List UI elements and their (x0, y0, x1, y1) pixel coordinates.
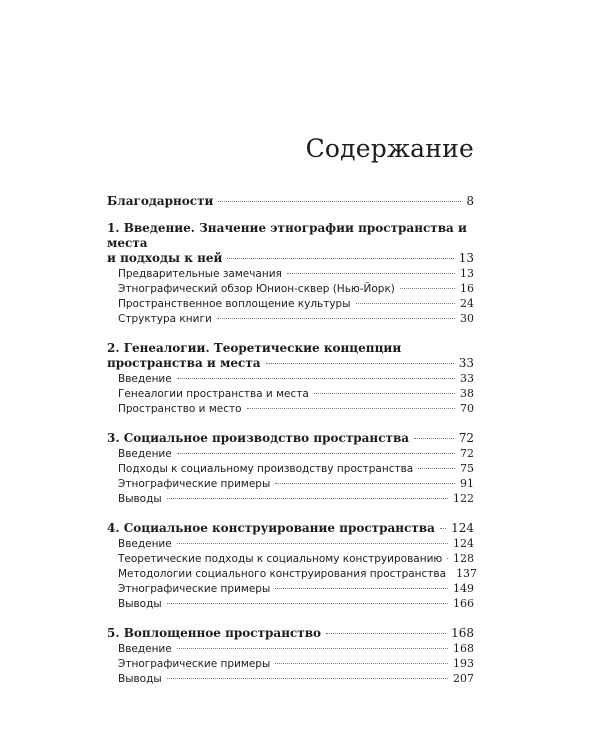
dot-leader (247, 407, 455, 409)
toc-page-number: 33 (458, 356, 474, 370)
toc-section[interactable] (107, 386, 474, 401)
chapter-title: 5. Воплощенное пространство (107, 626, 322, 640)
toc-page-number: 207 (453, 672, 474, 685)
section-title: Методологии социального конструирования пространства (118, 568, 447, 580)
dot-leader (177, 377, 455, 379)
toc-page-number: 168 (453, 642, 474, 655)
section-title: Пространство и место (118, 403, 242, 415)
toc-section[interactable] (107, 401, 474, 416)
toc-page-number: 33 (460, 372, 474, 385)
toc-page-number: 24 (460, 297, 474, 310)
toc-section[interactable] (107, 476, 474, 491)
dot-leader (177, 542, 448, 544)
toc-chapter-2 (107, 341, 474, 416)
chapter-title-line-1[interactable]: 2. Генеалогии. Теоретические концепции (107, 341, 402, 355)
toc-section[interactable] (107, 596, 474, 611)
toc-section[interactable] (107, 581, 474, 596)
section-title: Выводы (118, 493, 162, 505)
chapter-title-line-1[interactable]: 1. Введение. Значение этнографии пространства и места (107, 221, 467, 250)
section-title: Введение (118, 448, 172, 460)
toc-page-number: 72 (458, 431, 474, 445)
section-title: Подходы к социальному производству пространства (118, 463, 414, 475)
toc-section[interactable] (107, 446, 474, 461)
toc-section[interactable] (107, 551, 474, 566)
section-title: Этнографические примеры (118, 583, 271, 595)
dot-leader (227, 257, 453, 259)
toc-section[interactable] (107, 536, 474, 551)
dot-leader (400, 287, 455, 289)
dot-leader (275, 587, 448, 589)
toc-entry[interactable] (107, 356, 474, 371)
toc-entry[interactable] (107, 521, 474, 536)
toc-section[interactable] (107, 491, 474, 506)
toc-page-number: 149 (453, 582, 474, 595)
table-of-contents (107, 194, 478, 701)
toc-section[interactable] (107, 296, 474, 311)
toc-page-number: 122 (453, 492, 474, 505)
dot-leader (440, 527, 446, 529)
toc-page-number: 70 (460, 402, 474, 415)
toc-entry[interactable] (107, 626, 474, 641)
chapter-title: 3. Социальное производство пространства (107, 431, 410, 445)
toc-section[interactable] (107, 461, 474, 476)
toc-chapter-3 (107, 431, 474, 506)
dot-leader (177, 452, 455, 454)
dot-leader (287, 272, 455, 274)
toc-entry-title: Благодарности (107, 194, 214, 208)
section-title: Этнографический обзор Юнион-сквер (Нью-Йорк) (118, 283, 395, 295)
dot-leader (167, 602, 448, 604)
section-title: Введение (118, 643, 172, 655)
section-title: Этнографические примеры (118, 478, 271, 490)
toc-section[interactable] (107, 311, 474, 326)
toc-page-number: 75 (460, 462, 474, 475)
toc-page-number: 8 (466, 194, 474, 208)
toc-section[interactable] (107, 641, 474, 656)
toc-page-number: 124 (451, 521, 474, 535)
dot-leader (326, 632, 446, 634)
chapter-title: 4. Социальное конструирование пространства (107, 521, 435, 535)
toc-chapter-5 (107, 626, 474, 686)
section-title: Выводы (118, 673, 162, 685)
dot-leader (275, 662, 448, 664)
toc-page-number: 72 (460, 447, 474, 460)
section-title: Генеалогии пространства и места (118, 388, 309, 400)
toc-section[interactable] (107, 656, 474, 671)
toc-section[interactable] (107, 371, 474, 386)
section-title: Выводы (118, 598, 162, 610)
section-title: Предварительные замечания (118, 268, 282, 280)
chapter-title-line-2: и подходы к ней (107, 251, 223, 265)
toc-chapter-1 (107, 221, 474, 326)
dot-leader (217, 317, 455, 319)
dot-leader (218, 200, 461, 202)
toc-page-number: 30 (460, 312, 474, 325)
toc-section[interactable] (107, 566, 478, 581)
toc-page-number: 166 (453, 597, 474, 610)
toc-page-number: 124 (453, 537, 474, 550)
section-title: Теоретические подходы к социальному конструированию (118, 553, 443, 565)
toc-page-number: 13 (460, 267, 474, 280)
dot-leader (167, 677, 448, 679)
dot-leader (356, 302, 455, 304)
toc-page-number: 193 (453, 657, 474, 670)
section-title: Пространственное воплощение культуры (118, 298, 351, 310)
dot-leader (177, 647, 448, 649)
toc-chapter-4 (107, 521, 478, 611)
toc-acknowledgements (107, 194, 474, 209)
toc-page-number: 91 (460, 477, 474, 490)
dot-leader (266, 362, 454, 364)
toc-page-number: 128 (453, 552, 474, 565)
toc-entry[interactable] (107, 251, 474, 266)
dot-leader (314, 392, 455, 394)
dot-leader (418, 467, 455, 469)
toc-page-number: 13 (458, 251, 474, 265)
toc-page-number: 38 (460, 387, 474, 400)
dot-leader (414, 437, 454, 439)
toc-section[interactable] (107, 671, 474, 686)
section-title: Структура книги (118, 313, 212, 325)
dot-leader (167, 497, 448, 499)
toc-page-number: 16 (460, 282, 474, 295)
section-title: Этнографические примеры (118, 658, 271, 670)
toc-page-number: 168 (451, 626, 474, 640)
dot-leader (447, 557, 448, 559)
toc-entry[interactable] (107, 194, 474, 209)
chapter-title-line-2: пространства и места (107, 356, 261, 370)
section-title: Введение (118, 538, 172, 550)
toc-section[interactable] (107, 266, 474, 281)
page-title: Содержание (305, 134, 474, 163)
section-title: Введение (118, 373, 172, 385)
dot-leader (275, 482, 455, 484)
toc-entry[interactable] (107, 431, 474, 446)
toc-page-number: 137 (456, 567, 478, 580)
toc-section[interactable] (107, 281, 474, 296)
